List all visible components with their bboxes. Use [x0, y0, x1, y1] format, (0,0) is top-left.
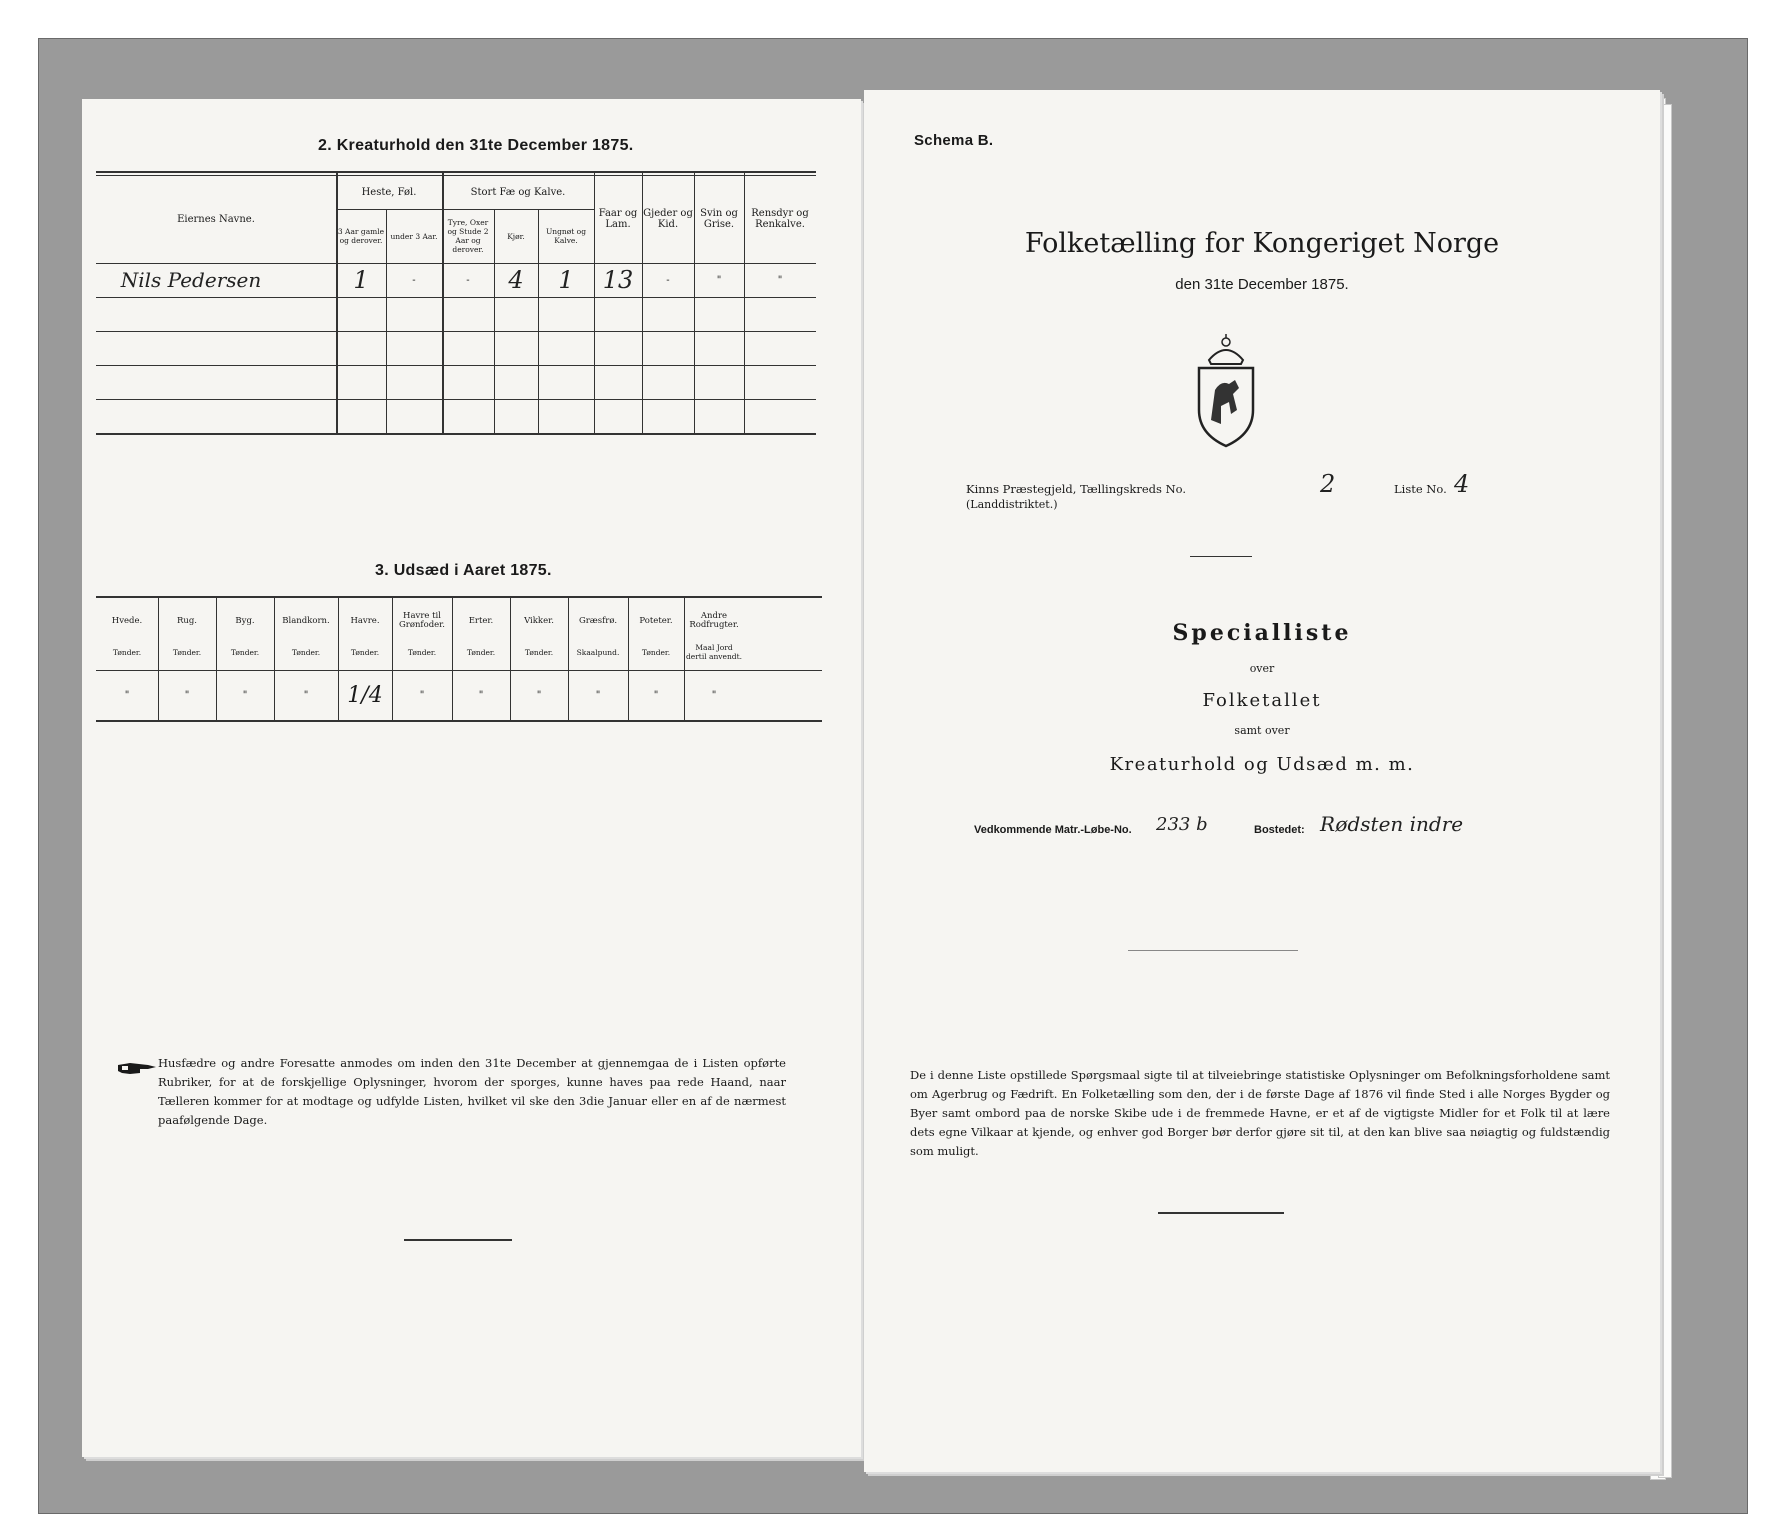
kreaturhold-text: Kreaturhold og Udsæd m. m.	[1109, 754, 1415, 775]
seed-header-unit: Tønder.	[172, 647, 202, 657]
value-reindeer: "	[777, 274, 783, 286]
seed-value: "	[478, 689, 484, 701]
notice-text: Husfædre og andre Foresatte anmodes om inden den 31te December at gjennemgaa de i Listen opførte Rubriker, for at de forskjellige Oplysninger, hvorom der sporges, kunne haves paa rede Haand, naar Tælleren kommer for at modtage og udfylde Listen, hvilket vil ske den 3die Januar eller en af de nærmest paafølgende Dage.	[158, 1056, 786, 1127]
seed-value: "	[184, 689, 190, 701]
seed-header-unit: Maal Jord dertil anvendt.	[685, 643, 743, 661]
over-text: over	[1249, 662, 1275, 675]
samt-over-text: samt over	[1234, 724, 1290, 737]
seed-header-name: Rug.	[176, 615, 198, 626]
schema-label: Schema B.	[914, 132, 994, 149]
seed-value: "	[124, 689, 130, 701]
seed-header-name: Græsfrø.	[578, 615, 618, 626]
bosted-value: Rødsten indre	[1320, 812, 1464, 836]
document-title: Folketælling for Kongeriget Norge	[1024, 228, 1500, 259]
value-calves: 1	[558, 266, 574, 294]
seed-value: "	[242, 689, 248, 701]
section3-title: 3. Udsæd i Aaret 1875.	[375, 562, 552, 579]
value-pigs: "	[716, 274, 722, 286]
header-pigs: Svin og Grise.	[700, 208, 738, 230]
header-cows: Kjør.	[507, 231, 525, 241]
seed-table	[96, 596, 822, 732]
header-calves: Ungnøt og Kalve.	[545, 227, 586, 245]
seed-header-name: Blandkorn.	[282, 615, 330, 626]
seed-header-unit: Tønder.	[112, 647, 142, 657]
header-owner: Eiernes Navne.	[177, 213, 255, 225]
liste-label: Liste No.	[1394, 482, 1447, 496]
seed-value: "	[653, 689, 659, 701]
section2-title: 2. Kreaturhold den 31te December 1875.	[318, 137, 634, 154]
seed-value: 1/4	[347, 682, 383, 708]
value-horses-under3: -	[412, 274, 416, 286]
seed-header-name: Vikker.	[524, 615, 554, 626]
livestock-table	[96, 171, 816, 491]
value-sheep: 13	[602, 266, 634, 294]
seed-header-name: Hvede.	[111, 615, 143, 626]
seed-value: "	[303, 689, 309, 701]
seed-header-name: Havre til Grønfoder.	[398, 611, 445, 630]
right-page	[864, 90, 1660, 1472]
seed-header-unit: Skaalpund.	[576, 647, 620, 657]
seed-header-unit: Tønder.	[524, 647, 554, 657]
seed-header-unit: Tønder.	[291, 647, 321, 657]
header-sheep: Faar og Lam.	[598, 208, 638, 230]
header-reindeer: Rensdyr og Renkalve.	[751, 208, 809, 230]
liste-number: 4	[1454, 470, 1470, 498]
seed-header-name: Erter.	[468, 615, 494, 626]
seed-header-name: Poteter.	[639, 615, 673, 626]
seed-value: "	[595, 689, 601, 701]
header-horses-3yr: 3 Aar gamle og derover.	[337, 227, 385, 245]
header-bulls: Tyre, Oxer og Stude 2 Aar og derover.	[447, 218, 489, 254]
left-page	[82, 99, 861, 1457]
value-bulls: -	[466, 274, 470, 286]
seed-header-name: Andre Rodfrugter.	[689, 611, 739, 630]
header-goats: Gjeder og Kid.	[643, 208, 693, 230]
seed-header-unit: Tønder.	[466, 647, 496, 657]
coat-of-arms-icon	[1191, 330, 1261, 450]
document-date: den 31te December 1875.	[1175, 276, 1349, 293]
value-goats: -	[666, 274, 670, 286]
matr-value: 233 b	[1156, 814, 1208, 835]
value-horses-3yr: 1	[353, 266, 369, 294]
seed-header-unit: Tønder.	[230, 647, 260, 657]
seed-header-name: Havre.	[350, 615, 380, 626]
seed-header-unit: Tønder.	[350, 647, 380, 657]
parish-line: Kinns Præstegjeld, Tællingskreds No.	[966, 482, 1187, 496]
district-note: (Landdistriktet.)	[966, 498, 1058, 511]
header-horses-under3: under 3 Aar.	[390, 231, 438, 241]
value-cows: 4	[508, 266, 524, 294]
pointing-hand-icon	[116, 1059, 158, 1077]
info-paragraph: De i denne Liste opstillede Spørgsmaal sigte til at tilveiebringe statistiske Oplysninger om Befolkningsforholdene samt om Agerbrug og Fædrift. En Folketælling som den, der i de første Dage af 1876 vil finde Sted i alle Norges Bygder og Byer samt ombord paa de norske Skibe ude i de fremmede Havne, er et af de vigtigste Midler for et Folk til at lære dets egne Vilkaar at kjende, og enhver god Borger bør derfor gjøre sit til, at den kan blive saa nøiagtig og fuldstændig som muligt.	[910, 1068, 1610, 1158]
kreds-number: 2	[1320, 470, 1336, 498]
bosted-label: Bostedet:	[1254, 824, 1305, 836]
seed-header-unit: Tønder.	[641, 647, 671, 657]
seed-value: "	[536, 689, 542, 701]
seed-value: "	[419, 689, 425, 701]
specialliste-title: Specialliste	[1172, 620, 1352, 646]
seed-header-name: Byg.	[235, 615, 255, 626]
header-horses: Heste, Føl.	[361, 186, 417, 198]
owner-name: Nils Pedersen	[120, 268, 262, 292]
matr-label: Vedkommende Matr.-Løbe-No.	[974, 824, 1132, 836]
header-cattle: Stort Fæ og Kalve.	[470, 186, 566, 198]
seed-header-unit: Tønder.	[407, 647, 437, 657]
folketallet-text: Folketallet	[1202, 690, 1322, 711]
seed-value: "	[711, 689, 717, 701]
